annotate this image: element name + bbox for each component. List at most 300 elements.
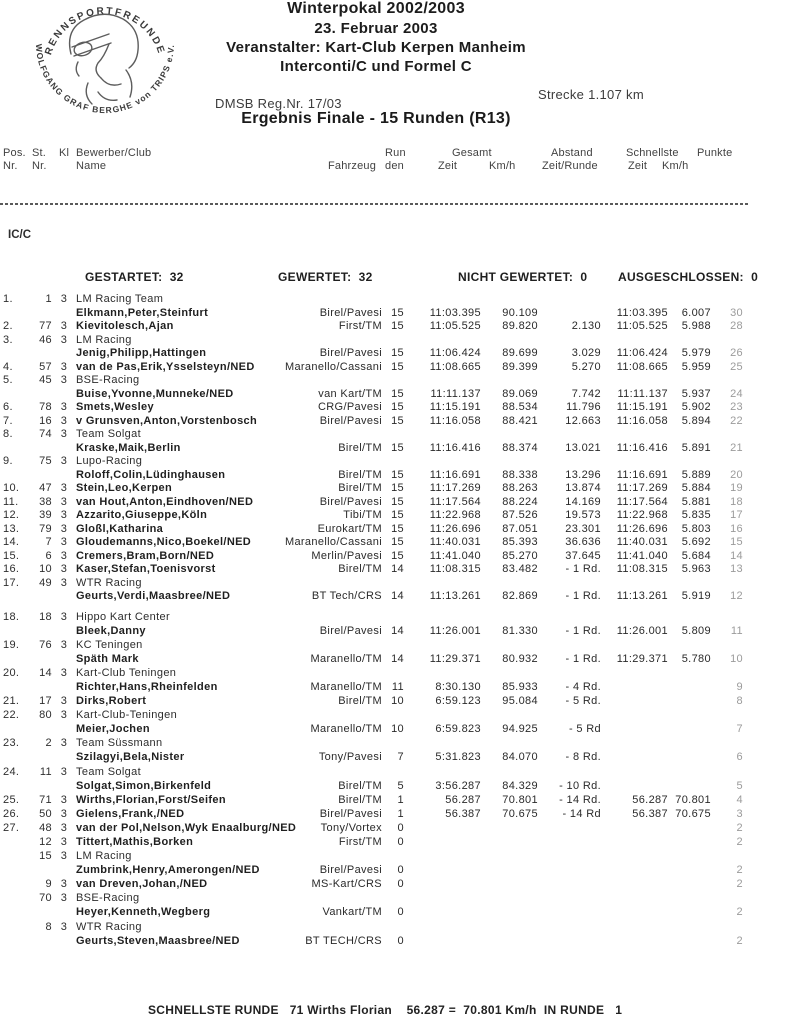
competitor-club: LM Racing xyxy=(76,333,132,346)
result-line xyxy=(0,794,746,808)
cell-vehicle: First/TM xyxy=(338,320,382,332)
cell-start-number: 74 xyxy=(39,428,52,440)
cell-gap: - 1 Rd. xyxy=(565,624,601,637)
cell-competitor xyxy=(76,653,382,665)
cell-vehicle: First/TM xyxy=(338,836,382,848)
event-title: Winterpokal 2002/2003 xyxy=(287,0,465,17)
cell-laps: 10 xyxy=(391,723,404,736)
cell-position: 5. xyxy=(3,374,13,386)
cell-best-kmh: 5.684 xyxy=(681,549,711,562)
cell-best-kmh: 5.988 xyxy=(681,320,711,332)
cell-total-time: 5:31.823 xyxy=(435,751,481,764)
cell-class: 3 xyxy=(60,793,68,806)
cell-start-number: 17 xyxy=(39,695,52,708)
cell-best-time: 11:16.058 xyxy=(616,414,668,427)
cell-total-time: 11:16.058 xyxy=(429,414,481,427)
result-line xyxy=(0,334,746,348)
cell-competitor xyxy=(76,625,382,637)
result-line xyxy=(0,415,746,429)
col-pos-line2: Nr. xyxy=(3,160,18,172)
class-label: IC/C xyxy=(8,229,31,241)
competitor-club: LM Racing Team xyxy=(76,293,164,305)
stat-item: GEWERTET: 32 xyxy=(278,270,373,284)
competitor-club: Kart-Club-Teningen xyxy=(76,709,178,722)
cell-class: 3 xyxy=(60,509,68,521)
cell-points: 20 xyxy=(730,468,743,481)
cell-gap: - 10 Rd. xyxy=(559,779,601,792)
cell-kmh: 88.338 xyxy=(502,468,538,481)
cell-kmh: 88.224 xyxy=(502,495,538,508)
cell-best-kmh: 5.937 xyxy=(681,387,711,400)
cell-points: 11 xyxy=(730,624,743,637)
result-line xyxy=(0,536,746,550)
cell-competitor xyxy=(76,401,382,413)
cell-competitor xyxy=(76,780,382,792)
cell-best-time: 56.287 xyxy=(632,793,668,806)
cell-class: 3 xyxy=(60,666,68,679)
cell-competitor xyxy=(76,523,382,535)
cell-total-time: 11:17.269 xyxy=(429,482,481,494)
result-line xyxy=(0,563,746,577)
result-line xyxy=(0,808,746,822)
result-line xyxy=(0,709,746,723)
cell-vehicle: Birel/TM xyxy=(338,468,382,481)
cell-class: 3 xyxy=(60,482,68,494)
cell-competitor xyxy=(76,751,382,763)
cell-vehicle: BT Tech/CRS xyxy=(311,590,382,602)
cell-start-number: 71 xyxy=(39,793,52,806)
cell-kmh: 84.070 xyxy=(502,751,538,764)
cell-class: 3 xyxy=(60,878,68,891)
col-schnellste-zeit: Zeit xyxy=(628,160,648,172)
cell-position: 2. xyxy=(3,320,13,332)
cell-best-kmh: 5.894 xyxy=(681,414,711,427)
competitor-name: Bleek,Danny xyxy=(76,624,146,637)
cell-laps: 14 xyxy=(391,624,404,637)
cell-laps: 1 xyxy=(397,793,404,806)
cell-total-time: 11:13.261 xyxy=(429,590,481,602)
cell-position: 11. xyxy=(3,495,19,508)
cell-competitor xyxy=(76,307,382,319)
result-line xyxy=(0,864,746,878)
result-line xyxy=(0,878,746,892)
cell-vehicle: Birel/Pavesi xyxy=(319,414,382,427)
cell-start-number: 15 xyxy=(39,850,52,863)
cell-best-time: 11:11.137 xyxy=(617,387,668,400)
cell-start-number: 11 xyxy=(39,765,52,778)
cell-position: 21. xyxy=(3,695,20,708)
competitor-name: Roloff,Colin,Lüdinghausen xyxy=(76,468,226,481)
cell-start-number: 10 xyxy=(39,563,52,575)
competitor-name: Richter,Hans,Rheinfelden xyxy=(76,680,218,693)
result-line xyxy=(0,681,746,695)
competitor-club: BSE-Racing xyxy=(76,374,140,386)
cell-points: 3 xyxy=(736,807,743,820)
cell-position: 12. xyxy=(3,509,20,521)
cell-best-time: 11:26.001 xyxy=(616,624,668,637)
cell-competitor xyxy=(76,415,382,427)
competitor-club: Lupo-Racing xyxy=(76,455,143,467)
competitor-club: KC Teningen xyxy=(76,638,143,651)
competitor-name: Gloudemanns,Nico,Boekel/NED xyxy=(76,536,252,548)
cell-class: 3 xyxy=(60,737,68,750)
cell-position: 13. xyxy=(3,522,20,535)
col-gesamt-zeit: Zeit xyxy=(438,160,458,172)
result-line xyxy=(0,667,746,681)
cell-competitor xyxy=(76,921,382,933)
logo-ring-text-top: RENNSPORTFREUNDE xyxy=(43,5,167,57)
cell-start-number: 48 xyxy=(39,821,52,834)
cell-total-time: 11:26.696 xyxy=(429,522,481,535)
cell-competitor xyxy=(76,639,382,651)
logo-ring-text-bottom: WOLFGANG GRAF BERGHE von TRIPS e.V. xyxy=(33,43,177,116)
cell-points: 30 xyxy=(730,306,743,319)
cell-kmh: 85.933 xyxy=(502,680,538,693)
cell-points: 5 xyxy=(736,779,743,792)
cell-competitor xyxy=(76,906,382,918)
cell-best-kmh: 5.902 xyxy=(681,401,711,413)
cell-competitor xyxy=(76,766,382,778)
event-classes: Interconti/C und Formel C xyxy=(280,58,472,75)
result-line xyxy=(0,625,746,639)
cell-laps: 11 xyxy=(391,680,404,693)
cell-points: 2 xyxy=(736,934,743,947)
cell-vehicle: MS-Kart/CRS xyxy=(311,878,382,891)
competitor-name: Solgat,Simon,Birkenfeld xyxy=(76,779,212,792)
cell-kmh: 84.329 xyxy=(502,779,538,792)
cell-gap: - 5 Rd. xyxy=(565,695,601,708)
cell-laps: 15 xyxy=(391,441,404,454)
col-runden-line2: den xyxy=(385,160,404,172)
stats-row xyxy=(0,270,800,286)
cell-competitor xyxy=(76,667,382,679)
competitor-name: Geurts,Steven,Maasbree/NED xyxy=(76,934,240,947)
cell-competitor xyxy=(76,822,382,834)
cell-class: 3 xyxy=(60,495,68,508)
cell-start-number: 80 xyxy=(39,709,52,722)
cell-laps: 0 xyxy=(397,934,404,947)
col-bewerber-club: Bewerber/Club xyxy=(76,147,152,159)
cell-competitor xyxy=(76,550,382,562)
cell-vehicle: Birel/TM xyxy=(338,779,382,792)
cell-total-time: 11:08.315 xyxy=(429,563,481,575)
competitor-name: Dirks,Robert xyxy=(76,695,147,708)
cell-best-kmh: 70.801 xyxy=(675,793,711,806)
cell-laps: 15 xyxy=(391,360,404,373)
result-line xyxy=(0,822,746,836)
cell-start-number: 12 xyxy=(39,836,52,848)
cell-laps: 15 xyxy=(391,320,404,332)
stat-item: GESTARTET: 32 xyxy=(85,270,184,284)
cell-position: 10. xyxy=(3,482,20,494)
cell-vehicle: BT TECH/CRS xyxy=(305,934,382,947)
cell-competitor xyxy=(76,482,382,494)
cell-laps: 15 xyxy=(391,347,404,359)
cell-vehicle: Birel/Pavesi xyxy=(319,347,382,359)
cell-laps: 15 xyxy=(391,401,404,413)
cell-points: 2 xyxy=(736,878,743,891)
cell-class: 3 xyxy=(60,610,68,623)
cell-kmh: 70.801 xyxy=(502,793,538,806)
cell-gap: - 8 Rd. xyxy=(565,751,601,764)
cell-points: 15 xyxy=(730,536,743,548)
cell-kmh: 89.820 xyxy=(502,320,538,332)
cell-competitor xyxy=(76,611,382,623)
cell-total-time: 11:29.371 xyxy=(429,652,481,665)
cell-start-number: 77 xyxy=(39,320,52,332)
cell-kmh: 81.330 xyxy=(502,624,538,637)
cell-points: 26 xyxy=(730,347,743,359)
result-line xyxy=(0,737,746,751)
result-line xyxy=(0,320,746,334)
result-line xyxy=(0,388,746,402)
cell-competitor xyxy=(76,442,382,454)
cell-points: 18 xyxy=(730,495,743,508)
competitor-club: WTR Racing xyxy=(76,920,142,933)
competitor-name: Kraske,Maik,Berlin xyxy=(76,441,181,454)
competitor-club: LM Racing xyxy=(76,850,132,863)
cell-best-kmh: 5.963 xyxy=(681,563,711,575)
result-line xyxy=(0,293,746,307)
cell-total-time: 8:30.130 xyxy=(435,680,481,693)
cell-gap: 13.021 xyxy=(565,441,601,454)
col-name: Name xyxy=(76,160,107,172)
cell-points: 2 xyxy=(736,821,743,834)
cell-competitor xyxy=(76,428,382,440)
result-line xyxy=(0,723,746,737)
cell-best-time: 11:22.968 xyxy=(616,509,668,521)
competitor-club: Team Süssmann xyxy=(76,737,163,750)
separator-dashed-line xyxy=(0,203,748,205)
competitor-name: van der Pol,Nelson,Wyk Enaalburg/NED xyxy=(76,821,297,834)
cell-best-time: 11:16.691 xyxy=(616,468,668,481)
cell-kmh: 89.399 xyxy=(502,360,538,373)
cell-gap: 23.301 xyxy=(565,522,601,535)
cell-class: 3 xyxy=(60,638,68,651)
cell-position: 4. xyxy=(3,360,13,373)
cell-gap: - 14 Rd xyxy=(562,807,601,820)
col-punkte: Punkte xyxy=(697,147,733,159)
results-table xyxy=(0,293,746,949)
cell-class: 3 xyxy=(60,522,68,535)
cell-class: 3 xyxy=(60,709,68,722)
competitor-name: Tittert,Mathis,Borken xyxy=(76,836,194,848)
cell-gap: 37.645 xyxy=(565,549,601,562)
cell-vehicle: Maranello/Cassani xyxy=(284,536,382,548)
cell-position: 1. xyxy=(3,293,13,305)
cell-class: 3 xyxy=(60,920,68,933)
cell-kmh: 88.421 xyxy=(502,414,538,427)
competitor-name: v Grunsven,Anton,Vorstenbosch xyxy=(76,414,258,427)
cell-class: 3 xyxy=(60,892,68,905)
cell-best-time: 11:05.525 xyxy=(616,320,668,332)
cell-class: 3 xyxy=(60,549,68,562)
cell-points: 25 xyxy=(730,360,743,373)
col-schnellste: Schnellste xyxy=(626,147,679,159)
cell-vehicle: Birel/Pavesi xyxy=(319,306,382,319)
cell-class: 3 xyxy=(60,428,68,440)
col-runden-line1: Run xyxy=(385,147,406,159)
stat-item: AUSGESCHLOSSEN: 0 xyxy=(618,270,759,284)
cell-position: 3. xyxy=(3,333,13,346)
cell-position: 23. xyxy=(3,737,20,750)
cell-vehicle: van Kart/TM xyxy=(318,387,382,400)
cell-best-kmh: 70.675 xyxy=(675,807,711,820)
cell-kmh: 82.869 xyxy=(502,590,538,602)
cell-competitor xyxy=(76,577,382,589)
stat-item: NICHT GEWERTET: 0 xyxy=(458,270,588,284)
cell-total-time: 11:26.001 xyxy=(429,624,481,637)
cell-vehicle: Birel/TM xyxy=(338,441,382,454)
cell-start-number: 8 xyxy=(45,920,52,933)
cell-position: 20. xyxy=(3,666,20,679)
cell-position: 26. xyxy=(3,807,20,820)
cell-start-number: 50 xyxy=(39,807,52,820)
cell-class: 3 xyxy=(60,536,68,548)
cell-kmh: 89.699 xyxy=(502,347,538,359)
cell-class: 3 xyxy=(60,563,68,575)
cell-start-number: 47 xyxy=(39,482,52,494)
header-title-block xyxy=(0,0,752,75)
result-line xyxy=(0,469,746,483)
result-line xyxy=(0,639,746,653)
cell-position: 16. xyxy=(3,563,20,575)
result-heading: Ergebnis Finale - 15 Runden (R13) xyxy=(241,110,511,127)
cell-gap: 13.296 xyxy=(565,468,601,481)
result-line xyxy=(0,780,746,794)
cell-competitor xyxy=(76,388,382,400)
cell-total-time: 11:08.665 xyxy=(429,360,481,373)
cell-gap: - 5 Rd xyxy=(568,723,601,736)
cell-start-number: 7 xyxy=(45,536,52,548)
result-line xyxy=(0,590,746,604)
cell-competitor xyxy=(76,709,382,721)
cell-class: 3 xyxy=(60,320,68,332)
cell-kmh: 95.084 xyxy=(502,695,538,708)
competitor-name: Wirths,Florian,Forst/Seifen xyxy=(76,793,226,806)
result-line xyxy=(0,428,746,442)
cell-points: 17 xyxy=(730,509,743,521)
cell-competitor xyxy=(76,334,382,346)
result-line xyxy=(0,347,746,361)
col-st-line2: Nr. xyxy=(32,160,47,172)
cell-points: 2 xyxy=(736,836,743,848)
cell-vehicle: Tony/Vortex xyxy=(320,821,382,834)
cell-laps: 14 xyxy=(391,563,404,575)
cell-laps: 7 xyxy=(397,751,404,764)
cell-class: 3 xyxy=(60,293,68,305)
cell-total-time: 11:40.031 xyxy=(429,536,481,548)
cell-competitor xyxy=(76,293,382,305)
cell-laps: 15 xyxy=(391,306,404,319)
competitor-name: Szilagyi,Bela,Nister xyxy=(76,751,185,764)
competitor-name: Elkmann,Peter,Steinfurt xyxy=(76,306,209,319)
cell-position: 18. xyxy=(3,610,20,623)
cell-start-number: 2 xyxy=(45,737,52,750)
cell-best-time: 11:15.191 xyxy=(616,401,668,413)
cell-class: 3 xyxy=(60,360,68,373)
cell-vehicle: Maranello/TM xyxy=(310,723,382,736)
result-line xyxy=(0,906,746,920)
cell-competitor xyxy=(76,361,382,373)
cell-laps: 15 xyxy=(391,536,404,548)
cell-vehicle: Birel/Pavesi xyxy=(319,807,382,820)
result-line xyxy=(0,695,746,709)
cell-kmh: 80.932 xyxy=(502,652,538,665)
cell-total-time: 11:11.137 xyxy=(430,387,481,400)
cell-start-number: 1 xyxy=(45,293,52,305)
cell-class: 3 xyxy=(60,695,68,708)
cell-laps: 15 xyxy=(391,387,404,400)
cell-points: 28 xyxy=(730,320,743,332)
cell-competitor xyxy=(76,878,382,890)
cell-position: 6. xyxy=(3,401,13,413)
cell-start-number: 18 xyxy=(39,610,52,623)
competitor-club: Hippo Kart Center xyxy=(76,610,170,623)
cell-competitor xyxy=(76,563,382,575)
cell-laps: 15 xyxy=(391,549,404,562)
cell-competitor xyxy=(76,850,382,862)
cell-position: 25. xyxy=(3,793,20,806)
result-line xyxy=(0,496,746,510)
cell-points: 4 xyxy=(736,793,743,806)
col-kl: Kl xyxy=(59,147,70,159)
cell-points: 10 xyxy=(730,652,743,665)
competitor-club: Team Solgat xyxy=(76,765,141,778)
cell-kmh: 89.069 xyxy=(502,387,538,400)
cell-best-kmh: 5.881 xyxy=(681,495,711,508)
result-line xyxy=(0,401,746,415)
cell-start-number: 45 xyxy=(39,374,52,386)
cell-position: 19. xyxy=(3,638,20,651)
cell-best-kmh: 5.803 xyxy=(681,522,711,535)
cell-total-time: 11:05.525 xyxy=(429,320,481,332)
cell-gap: 7.742 xyxy=(571,387,601,400)
cell-points: 6 xyxy=(736,751,743,764)
cell-position: 7. xyxy=(3,414,13,427)
cell-points: 22 xyxy=(730,414,743,427)
cell-best-kmh: 5.959 xyxy=(681,360,711,373)
cell-competitor xyxy=(76,509,382,521)
competitor-name: Heyer,Kenneth,Wegberg xyxy=(76,906,211,919)
cell-position: 14. xyxy=(3,536,20,548)
cell-vehicle: CRG/Pavesi xyxy=(317,401,382,413)
col-gesamt-kmh: Km/h xyxy=(489,160,516,172)
cell-points: 2 xyxy=(736,864,743,877)
cell-total-time: 11:16.416 xyxy=(429,441,481,454)
dmsb-reg-nr: DMSB Reg.Nr. 17/03 xyxy=(215,96,342,111)
cell-gap: 13.874 xyxy=(565,482,601,494)
col-abstand: Abstand xyxy=(551,147,593,159)
cell-gap: - 14 Rd. xyxy=(559,793,601,806)
cell-best-kmh: 5.835 xyxy=(681,509,711,521)
cell-points: 7 xyxy=(736,723,743,736)
cell-laps: 0 xyxy=(397,821,404,834)
cell-kmh: 90.109 xyxy=(502,306,538,319)
cell-position: 9. xyxy=(3,455,13,467)
cell-best-kmh: 5.979 xyxy=(681,347,711,359)
cell-start-number: 57 xyxy=(39,360,52,373)
cell-class: 3 xyxy=(60,850,68,863)
cell-gap: - 1 Rd. xyxy=(565,590,601,602)
col-pos-line1: Pos. xyxy=(3,147,26,159)
cell-laps: 15 xyxy=(391,468,404,481)
cell-competitor xyxy=(76,864,382,876)
cell-laps: 0 xyxy=(397,878,404,891)
cell-vehicle: Maranello/TM xyxy=(310,680,382,693)
cell-points: 21 xyxy=(730,441,743,454)
col-gesamt: Gesamt xyxy=(452,147,492,159)
